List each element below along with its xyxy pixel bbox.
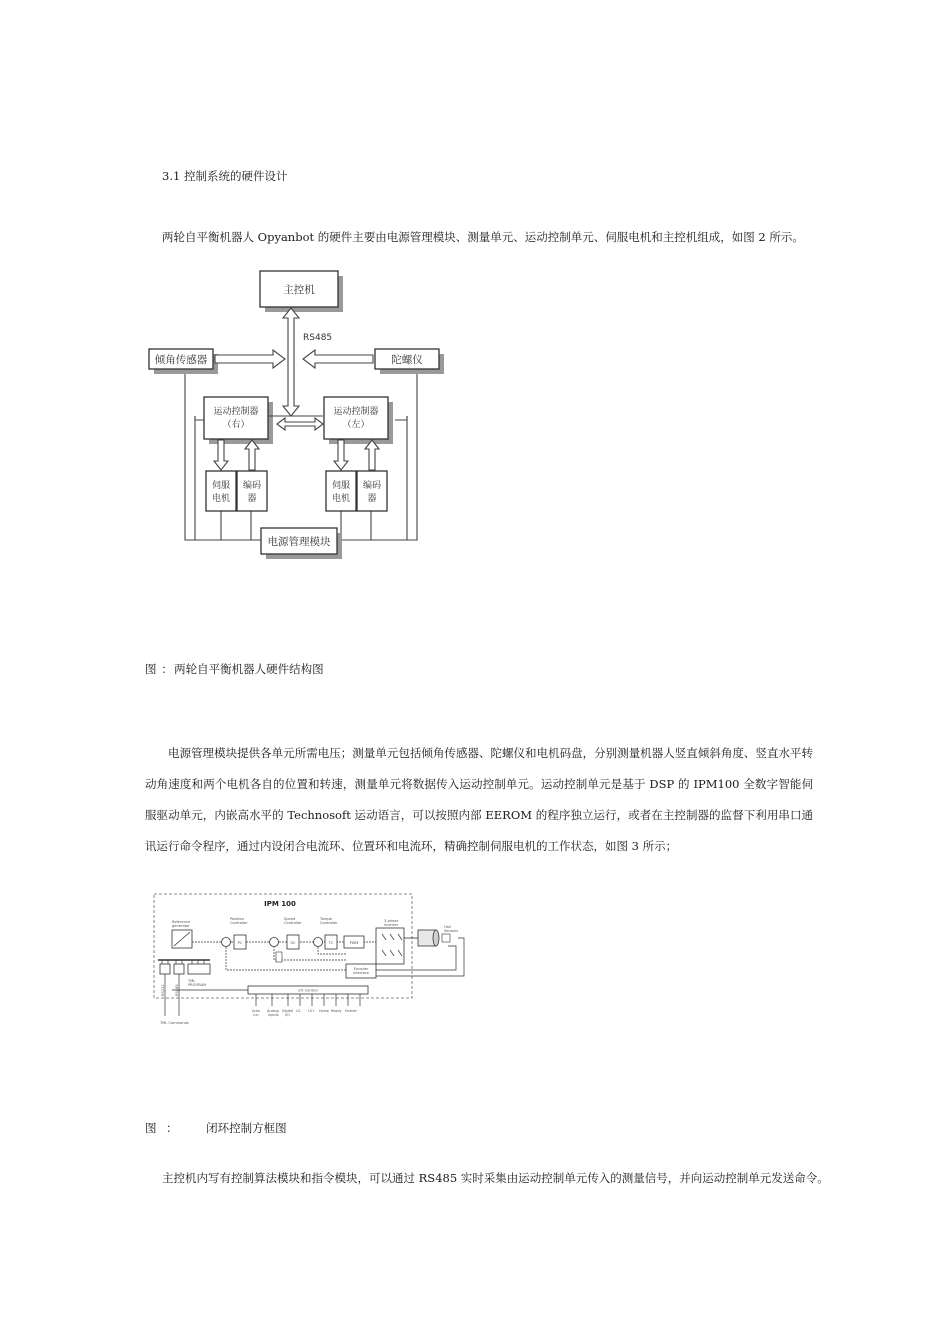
io-label-10: Enable <box>345 1009 357 1013</box>
torque-ctrl-label-2: Controller <box>320 921 338 925</box>
gyro-label: 陀螺仪 <box>391 354 423 366</box>
encoder-left-label-2: 器 <box>367 494 377 504</box>
ipm100-title: IPM 100 <box>264 900 296 908</box>
rs485-fig3-label: RS485 <box>175 984 179 996</box>
encoder-left-block <box>357 471 387 511</box>
host-computer-block <box>260 271 343 312</box>
gyro-block <box>375 349 444 374</box>
tml-program-block <box>188 964 210 974</box>
mc-right-to-servo-arrow <box>214 440 228 470</box>
mc-left-to-servo-arrow <box>334 440 348 470</box>
tml-commands-label: TML Commands <box>160 1021 189 1025</box>
io-labels <box>252 1009 357 1017</box>
servo-motor-left-block <box>326 471 356 511</box>
inverter-block <box>376 928 404 964</box>
mc-left-label-2: （左） <box>342 420 370 430</box>
ref-gen-label-1: Reference <box>172 920 191 924</box>
closed-loop-block-diagram <box>148 890 470 1030</box>
io-label-4: Digital <box>282 1009 293 1013</box>
encoder-if-label-1: Encoder <box>353 967 369 971</box>
io-label-2: Analog <box>267 1009 279 1013</box>
rs232-port-icon <box>160 964 170 974</box>
figure2-caption-sep: ： <box>161 662 173 676</box>
io-label-7: LS+ <box>308 1009 315 1013</box>
body-paragraph: 电源管理模块提供各单元所需电压；测量单元包括倾角传感器、陀螺仪和电机码盘，分别测量机器人竖直倾斜角度、竖直水平转动角速度和两个电机各自的位置和转速，测量单元将数据传入运动控制单元。运动控制单元是基于 DSP 的 IPM100 全数字智能伺服驱动单元，内嵌高水平的 Technosoft 运动语言，可以按照内部 EEROM 的程序独立运行，或者在主控制器的监督下利用串口通讯运行命令程序，通过内设闭合电流环、位置环和电流环，精确控制伺服电机的工作状态，如图 3 所示； <box>145 746 813 853</box>
io-label-6: LS- <box>296 1009 302 1013</box>
rs485-port-icon <box>174 964 184 974</box>
servo-right-label-1: 伺服 <box>211 481 231 491</box>
servo-left-label-2: 电机 <box>331 494 351 504</box>
servo-left-label-1: 伺服 <box>331 481 351 491</box>
rs232-label: RS232 <box>161 984 165 996</box>
encoder-right-block <box>237 471 267 511</box>
host-label: 主控机 <box>283 284 315 296</box>
hall-label-1: Hall <box>444 925 451 929</box>
tc-label: TC <box>328 941 334 945</box>
motion-controller-right-block <box>204 397 273 444</box>
io-label-1: run <box>253 1013 259 1017</box>
figure2-caption <box>145 661 324 677</box>
pwm-label: PWM <box>349 941 359 945</box>
controller-link-arrow <box>277 418 323 430</box>
pos-ctrl-label-1: Position <box>230 917 244 921</box>
mc-left-label-1: 运动控制器 <box>333 407 379 417</box>
tml-program-label-2: PROGRAM <box>188 983 207 987</box>
pc-label: PC <box>237 941 243 945</box>
io-label-9: Ready <box>331 1009 342 1013</box>
figure2-caption-text: 两轮自平衡机器人硬件结构图 <box>174 662 324 676</box>
encoder-left-to-mc-arrow <box>365 440 379 470</box>
servo-right-label-2: 电机 <box>211 494 231 504</box>
mc-right-label-1: 运动控制器 <box>213 407 259 417</box>
tml-program-label-1: TML <box>188 979 196 983</box>
encoder-if-label-2: interface <box>352 971 370 975</box>
io-label-8: Home <box>319 1009 330 1013</box>
figure3-caption-prefix: 图 <box>145 1121 157 1135</box>
speed-ctrl-label-2: Controller <box>284 921 302 925</box>
servo-motor-right-block <box>206 471 236 511</box>
ref-gen-label-2: generator <box>172 924 190 928</box>
hall-sensor-icon <box>442 934 450 942</box>
tilt-sensor-label: 倾角传感器 <box>154 354 208 366</box>
hardware-structure-diagram <box>145 268 455 563</box>
encoder-right-to-mc-arrow <box>245 440 259 470</box>
encoder-right-label-2: 器 <box>247 494 257 504</box>
hall-label-2: Sensors <box>444 929 459 933</box>
gyro-arrow <box>303 350 373 368</box>
power-management-block <box>261 528 342 559</box>
encoder-left-label-1: 编码 <box>362 481 382 491</box>
torque-ctrl-label-1: Torque <box>320 917 332 921</box>
motion-controller-left-block <box>324 397 393 444</box>
power-label: 电源管理模块 <box>267 536 331 548</box>
inverter-label-2: inverter <box>384 923 399 927</box>
mc-right-label-2: （右） <box>222 420 250 430</box>
io-label-3: Inputs <box>268 1013 279 1017</box>
tilt-sensor-block <box>149 349 218 374</box>
sc-label: SC <box>290 941 296 945</box>
io-label-0: Auto <box>252 1009 260 1013</box>
closing-paragraph: 主控机内写有控制算法模块和指令模块，可以通过 RS485 实时采集由运动控制单元传入的测量信号，并向运动控制单元发送命令。 <box>162 1171 829 1185</box>
figure3-caption <box>145 1120 287 1136</box>
encoder-right-label-1: 编码 <box>242 481 262 491</box>
section-heading: 3.1 控制系统的硬件设计 <box>162 169 288 183</box>
rs485-label: RS485 <box>303 333 333 343</box>
io-control-label: I/O Control <box>298 988 318 993</box>
speed-ctrl-label-1: Speed <box>284 917 296 921</box>
intro-paragraph: 两轮自平衡机器人 Opyanbot 的硬件主要由电源管理模块、测量单元、运动控制单元、伺服电机和主控机组成，如图 2 所示。 <box>162 230 804 244</box>
figure3-caption-sep: ： <box>166 1121 178 1135</box>
figure3-caption-text: 闭环控制方框图 <box>206 1121 287 1135</box>
tilt-sensor-arrow <box>215 350 285 368</box>
io-label-5: I/O <box>285 1013 290 1017</box>
inverter-label-1: 3-phase <box>384 919 399 923</box>
figure2-caption-prefix: 图 <box>145 662 157 676</box>
pos-ctrl-label-2: Controller <box>230 921 248 925</box>
